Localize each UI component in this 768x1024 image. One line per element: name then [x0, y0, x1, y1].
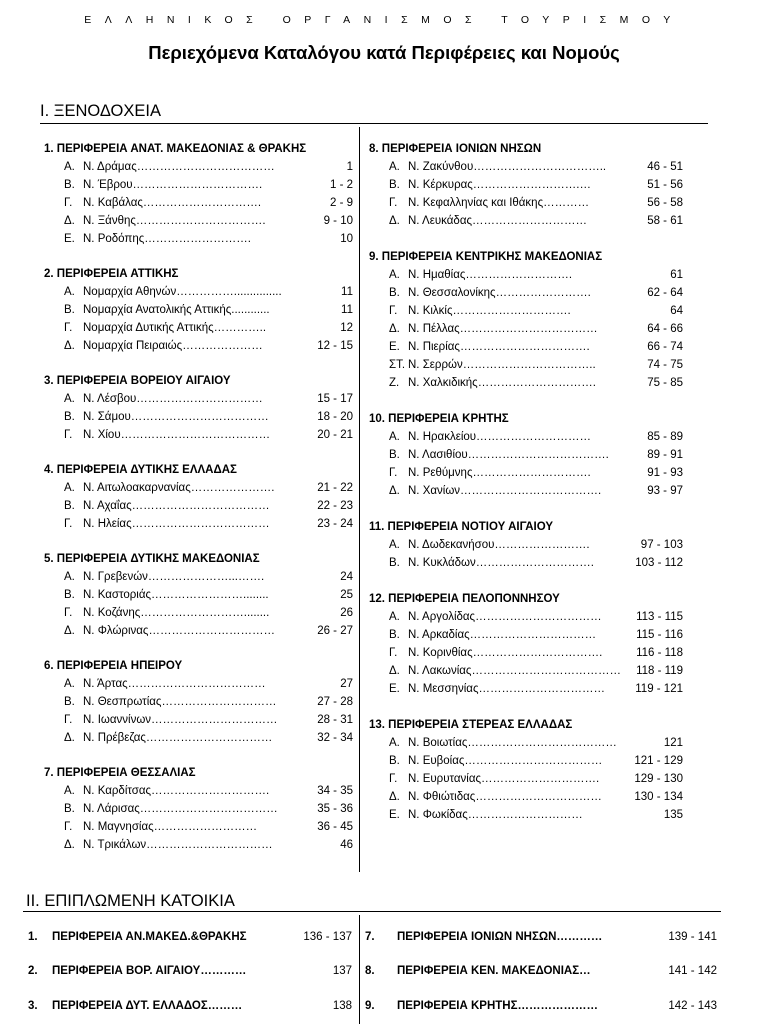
- prefecture-name: Νομαρχία Δυτικής Αττικής…………..: [83, 322, 267, 334]
- row-letter: Β.: [64, 179, 75, 191]
- rooms-region-row: [28, 928, 358, 946]
- rooms-region-row: [365, 997, 720, 1015]
- prefecture-row: [44, 586, 374, 604]
- rooms-region-row: [28, 962, 358, 980]
- prefecture-name: Ν. Βοιωτίας…………………………………: [408, 737, 617, 749]
- prefecture-name: Ν. Ευβοίας………………………………: [408, 755, 603, 767]
- prefecture-name: Νομαρχία Πειραιώς…………………: [83, 340, 263, 352]
- page-range: 18 - 20: [317, 411, 353, 423]
- page-range: 136 - 137: [303, 931, 352, 943]
- prefecture-row: [369, 626, 699, 644]
- page-range: 27 - 28: [317, 696, 353, 708]
- page-range: 116 - 118: [636, 647, 683, 659]
- page-range: 74 - 75: [647, 359, 683, 371]
- row-letter: Γ.: [64, 821, 73, 833]
- row-letter: Α.: [64, 286, 75, 298]
- prefecture-row: [44, 230, 374, 248]
- region-title: 7. ΠΕΡΙΦΕΡΕΙΑ ΘΕΣΣΑΛΙΑΣ: [44, 767, 196, 779]
- page-range: 23 - 24: [317, 518, 353, 530]
- prefecture-row: [44, 604, 374, 622]
- region-title: 13. ΠΕΡΙΦΕΡΕΙΑ ΣΤΕΡΕΑΣ ΕΛΛΑΔΑΣ: [369, 719, 573, 731]
- prefecture-row: [44, 194, 374, 212]
- prefecture-row: [44, 426, 374, 444]
- row-letter: Ε.: [389, 683, 400, 695]
- prefecture-row: [369, 212, 699, 230]
- row-letter: Δ.: [389, 215, 400, 227]
- prefecture-name: Ν. Λέσβου……………………………: [83, 393, 263, 405]
- prefecture-name: Ν. Ευρυτανίας………………………….: [408, 773, 600, 785]
- prefecture-row: [44, 337, 374, 355]
- prefecture-name: Ν. Κορινθίας…………………………….: [408, 647, 603, 659]
- prefecture-name: Ν. Κυκλάδων………………………….: [408, 557, 594, 569]
- prefecture-name: Ν. Ηρακλείου…………………………: [408, 431, 592, 443]
- prefecture-row: [369, 266, 699, 284]
- row-letter: Γ.: [64, 607, 73, 619]
- region-block: [44, 657, 374, 747]
- prefecture-row: [369, 608, 699, 626]
- page-range: 20 - 21: [317, 429, 353, 441]
- region-block: [44, 550, 374, 640]
- region-block: [369, 410, 699, 500]
- page-range: 46 - 51: [647, 161, 683, 173]
- prefecture-name: Ν. Αιτωλοακαρνανίας………………….: [83, 482, 275, 494]
- page-range: 27: [340, 678, 353, 690]
- prefecture-row: [44, 622, 374, 640]
- row-letter: Β.: [389, 629, 400, 641]
- page-range: 62 - 64: [647, 287, 683, 299]
- region-block: [369, 140, 699, 230]
- page-range: 66 - 74: [647, 341, 683, 353]
- region-title: 10. ΠΕΡΙΦΕΡΕΙΑ ΚΡΗΤΗΣ: [369, 413, 509, 425]
- prefecture-name: Ν. Γρεβενών…………………...…….: [83, 571, 265, 583]
- row-letter: Α.: [389, 611, 400, 623]
- prefecture-name: Ν. Αργολίδας……………………………: [408, 611, 602, 623]
- page-range: 139 - 141: [668, 931, 717, 943]
- prefecture-name: Ν. Καρδίτσας………………………….: [83, 785, 270, 797]
- row-letter: Δ.: [64, 839, 75, 851]
- page-range: 10: [340, 233, 353, 245]
- section-rooms-title: ΙΙ. ΕΠΙΠΛΩΜΕΝΗ ΚΑΤΟΙΚΙΑ: [26, 892, 235, 910]
- page-range: 121 - 129: [634, 755, 683, 767]
- prefecture-row: [44, 729, 374, 747]
- prefecture-name: Ν. Θεσσαλονίκης…………………….: [408, 287, 591, 299]
- prefecture-name: Ν. Ρεθύμνης………………………….: [408, 467, 591, 479]
- region-name: ΠΕΡΙΦΕΡΕΙΑ ΑΝ.ΜΑΚΕΔ.&ΘΡΑΚΗΣ: [52, 931, 247, 943]
- page-range: 32 - 34: [317, 732, 353, 744]
- prefecture-row: [44, 711, 374, 729]
- row-letter: Α.: [389, 431, 400, 443]
- prefecture-row: [369, 176, 699, 194]
- row-letter: Γ.: [64, 518, 73, 530]
- prefecture-row: [369, 644, 699, 662]
- region-name: ΠΕΡΙΦΕΡΕΙΑ ΒΟΡ. ΑΙΓΑΙΟΥ…………: [52, 965, 247, 977]
- prefecture-row: [369, 194, 699, 212]
- page-range: 28 - 31: [317, 714, 353, 726]
- region-title: 3. ΠΕΡΙΦΕΡΕΙΑ ΒΟΡΕΙΟΥ ΑΙΓΑΙΟΥ: [44, 375, 231, 387]
- prefecture-row: [369, 554, 699, 572]
- rooms-region-row: [365, 928, 720, 946]
- prefecture-row: [44, 568, 374, 586]
- prefecture-row: [369, 788, 699, 806]
- prefecture-row: [44, 693, 374, 711]
- prefecture-name: Ν. Πέλλας………………………………: [408, 323, 598, 335]
- page-range: 1 - 2: [329, 179, 353, 191]
- page-range: 56 - 58: [647, 197, 683, 209]
- row-number: 8.: [365, 965, 375, 977]
- row-letter: Γ.: [389, 467, 398, 479]
- region-block: [44, 265, 374, 355]
- row-letter: Ε.: [64, 233, 75, 245]
- row-letter: Β.: [64, 803, 75, 815]
- row-letter: Γ.: [389, 773, 398, 785]
- region-name: ΠΕΡΙΦΕΡΕΙΑ ΚΡΗΤΗΣ…………………: [397, 1000, 598, 1012]
- prefecture-row: [369, 482, 699, 500]
- page-range: 142 - 143: [668, 1000, 717, 1012]
- page-range: 21 - 22: [317, 482, 353, 494]
- row-letter: Γ.: [64, 714, 73, 726]
- row-letter: Γ.: [64, 429, 73, 441]
- rooms-region-row: [28, 997, 358, 1015]
- region-block: [369, 590, 699, 698]
- page-range: 118 - 119: [636, 665, 683, 677]
- page-range: 35 - 36: [317, 803, 353, 815]
- page-range: 91 - 93: [647, 467, 683, 479]
- prefecture-row: [44, 479, 374, 497]
- row-letter: Β.: [64, 696, 75, 708]
- prefecture-name: Ν. Αχαΐας………………………………: [83, 500, 270, 512]
- prefecture-name: Ν. Λακωνίας…………………………………: [408, 665, 621, 677]
- prefecture-row: [369, 158, 699, 176]
- region-title: 6. ΠΕΡΙΦΕΡΕΙΑ ΗΠΕΙΡΟΥ: [44, 660, 183, 672]
- prefecture-row: [369, 536, 699, 554]
- prefecture-name: Ν. Ροδόπης……………………….: [83, 233, 251, 245]
- page-range: 89 - 91: [647, 449, 683, 461]
- page-range: 36 - 45: [317, 821, 353, 833]
- page-range: 12 - 15: [317, 340, 353, 352]
- page-range: 85 - 89: [647, 431, 683, 443]
- row-letter: Β.: [389, 755, 400, 767]
- prefecture-row: [44, 176, 374, 194]
- page-range: 75 - 85: [647, 377, 683, 389]
- prefecture-name: Ν. Φλώρινας……………………………: [83, 625, 275, 637]
- page-range: 25: [340, 589, 353, 601]
- prefecture-row: [369, 662, 699, 680]
- region-title: 2. ΠΕΡΙΦΕΡΕΙΑ ΑΤΤΙΚΗΣ: [44, 268, 179, 280]
- prefecture-name: Ν. Καστοριάς……………………........: [83, 589, 269, 601]
- page-range: 121: [663, 737, 683, 749]
- prefecture-row: [369, 302, 699, 320]
- page-range: 115 - 116: [636, 629, 683, 641]
- prefecture-name: Ν. Ζακύνθου……………………………..: [408, 161, 607, 173]
- prefecture-row: [369, 680, 699, 698]
- row-number: 3.: [28, 1000, 38, 1012]
- prefecture-name: Ν. Κοζάνης………………………........: [83, 607, 270, 619]
- region-name: ΠΕΡΙΦΕΡΕΙΑ ΔΥΤ. ΕΛΛΑΔΟΣ………: [52, 1000, 243, 1012]
- region-name: ΠΕΡΙΦΕΡΕΙΑ ΙΟΝΙΩΝ ΝΗΣΩΝ…………: [397, 931, 603, 943]
- region-block: [369, 248, 699, 392]
- region-title: 11. ΠΕΡΙΦΕΡΕΙΑ ΝΟΤΙΟΥ ΑΙΓΑΙΟΥ: [369, 521, 554, 533]
- prefecture-name: Ν. Ξάνθης…………………………….: [83, 215, 266, 227]
- row-letter: Ε.: [389, 809, 400, 821]
- prefecture-name: Ν. Κεφαλληνίας και Ιθάκης…………: [408, 197, 590, 209]
- row-letter: Γ.: [64, 197, 73, 209]
- page-range: 64 - 66: [647, 323, 683, 335]
- prefecture-row: [369, 770, 699, 788]
- row-number: 7.: [365, 931, 375, 943]
- prefecture-row: [369, 284, 699, 302]
- prefecture-name: Ν. Θεσπρωτίας…………………………: [83, 696, 277, 708]
- page-range: 24: [340, 571, 353, 583]
- prefecture-row: [369, 446, 699, 464]
- page-range: 12: [340, 322, 353, 334]
- region-title: 4. ΠΕΡΙΦΕΡΕΙΑ ΔΥΤΙΚΗΣ ΕΛΛΑΔΑΣ: [44, 464, 237, 476]
- row-letter: Δ.: [64, 625, 75, 637]
- prefecture-name: Ν. Τρικάλων……………………………: [83, 839, 273, 851]
- prefecture-row: [44, 301, 374, 319]
- row-letter: Α.: [389, 269, 400, 281]
- page-range: 9 - 10: [323, 215, 353, 227]
- section-rooms-rule: [23, 911, 721, 912]
- prefecture-name: Ν. Σάμου………………………………: [83, 411, 269, 423]
- prefecture-row: [44, 319, 374, 337]
- page-range: 58 - 61: [647, 215, 683, 227]
- prefecture-row: [369, 320, 699, 338]
- prefecture-name: Ν. Λευκάδας…………………………: [408, 215, 588, 227]
- row-letter: Α.: [64, 482, 75, 494]
- page-range: 135: [663, 809, 683, 821]
- region-title: 5. ΠΕΡΙΦΕΡΕΙΑ ΔΥΤΙΚΗΣ ΜΑΚΕΔΟΝΙΑΣ: [44, 553, 260, 565]
- page-range: 64: [670, 305, 683, 317]
- page-range: 141 - 142: [668, 965, 717, 977]
- region-block: [44, 764, 374, 854]
- row-number: 2.: [28, 965, 38, 977]
- row-letter: Α.: [64, 571, 75, 583]
- prefecture-name: Ν. Μεσσηνίας……………………………: [408, 683, 605, 695]
- prefecture-row: [369, 428, 699, 446]
- prefecture-row: [44, 800, 374, 818]
- prefecture-row: [369, 356, 699, 374]
- prefecture-name: Ν. Ημαθίας……………………….: [408, 269, 573, 281]
- page-range: 26: [340, 607, 353, 619]
- page-range: 26 - 27: [317, 625, 353, 637]
- prefecture-row: [369, 464, 699, 482]
- prefecture-name: Ν. Καβάλας………………………….: [83, 197, 262, 209]
- row-letter: Α.: [64, 161, 75, 173]
- page-range: 97 - 103: [640, 539, 683, 551]
- prefecture-row: [44, 836, 374, 854]
- prefecture-name: Ν. Κιλκίς………………………….: [408, 305, 571, 317]
- row-letter: Β.: [64, 411, 75, 423]
- rooms-region-row: [365, 962, 720, 980]
- prefecture-row: [369, 338, 699, 356]
- page-range: 22 - 23: [317, 500, 353, 512]
- page-range: 137: [332, 965, 352, 977]
- column-divider-lower: [359, 915, 360, 1024]
- row-letter: Δ.: [64, 340, 75, 352]
- prefecture-row: [369, 752, 699, 770]
- row-letter: Β.: [64, 304, 75, 316]
- prefecture-row: [44, 675, 374, 693]
- row-letter: Δ.: [389, 791, 400, 803]
- prefecture-name: Ν. Μαγνησίας………………………: [83, 821, 258, 833]
- row-number: 1.: [28, 931, 38, 943]
- row-letter: ΣΤ.: [389, 359, 406, 371]
- row-letter: Δ.: [389, 323, 400, 335]
- row-letter: Δ.: [64, 732, 75, 744]
- hotels-right-column: [369, 140, 699, 842]
- row-letter: Α.: [64, 785, 75, 797]
- row-letter: Γ.: [389, 305, 398, 317]
- prefecture-name: Ν. Αρκαδίας……………………………: [408, 629, 597, 641]
- prefecture-row: [44, 515, 374, 533]
- row-number: 9.: [365, 1000, 375, 1012]
- row-letter: Α.: [389, 737, 400, 749]
- row-letter: Α.: [389, 161, 400, 173]
- prefecture-name: Ν. Δράμας………………………………: [83, 161, 275, 173]
- row-letter: Β.: [389, 179, 400, 191]
- region-block: [369, 716, 699, 824]
- page-range: 51 - 56: [647, 179, 683, 191]
- prefecture-row: [369, 734, 699, 752]
- prefecture-row: [44, 158, 374, 176]
- row-letter: Ε.: [389, 341, 400, 353]
- region-title: 1. ΠΕΡΙΦΕΡΕΙΑ ΑΝΑΤ. ΜΑΚΕΔΟΝΙΑΣ & ΘΡΑΚΗΣ: [44, 143, 307, 155]
- prefecture-name: Ν. Λασιθίου……………………………….: [408, 449, 609, 461]
- region-block: [369, 518, 699, 572]
- prefecture-row: [44, 818, 374, 836]
- prefecture-row: [369, 806, 699, 824]
- page-range: 130 - 134: [634, 791, 683, 803]
- page-range: 2 - 9: [329, 197, 353, 209]
- row-letter: Α.: [64, 393, 75, 405]
- prefecture-name: Ν. Λάρισας………………………………: [83, 803, 278, 815]
- page-range: 1: [346, 161, 353, 173]
- row-letter: Γ.: [389, 197, 398, 209]
- prefecture-row: [44, 283, 374, 301]
- prefecture-row: [369, 374, 699, 392]
- prefecture-name: Ν. Ιωαννίνων……………………………: [83, 714, 278, 726]
- row-letter: Ζ.: [389, 377, 400, 389]
- row-letter: Β.: [389, 557, 400, 569]
- page-range: 129 - 130: [634, 773, 683, 785]
- row-letter: Α.: [389, 539, 400, 551]
- prefecture-name: Ν. Σερρών……………………………..: [408, 359, 596, 371]
- prefecture-name: Ν. Ηλείας………………………………: [83, 518, 270, 530]
- region-block: [44, 372, 374, 444]
- page-range: 11: [341, 304, 353, 316]
- prefecture-name: Ν. Πρέβεζας……………………………: [83, 732, 273, 744]
- prefecture-row: [44, 782, 374, 800]
- prefecture-name: Νομαρχία Ανατολικής Αττικής............: [83, 304, 270, 316]
- prefecture-name: Ν. Χίου…………………………………: [83, 429, 271, 441]
- prefecture-name: Ν. Άρτας………………………………: [83, 678, 266, 690]
- row-letter: Α.: [64, 678, 75, 690]
- region-title: 8. ΠΕΡΙΦΕΡΕΙΑ ΙΟΝΙΩΝ ΝΗΣΩΝ: [369, 143, 542, 155]
- page-range: 119 - 121: [635, 683, 683, 695]
- page-range: 138: [332, 1000, 352, 1012]
- prefecture-name: Ν. Χανίων……………………………….: [408, 485, 602, 497]
- region-title: 12. ΠΕΡΙΦΕΡΕΙΑ ΠΕΛΟΠΟΝΝΗΣΟΥ: [369, 593, 560, 605]
- page-range: 103 - 112: [635, 557, 683, 569]
- page-range: 11: [341, 286, 353, 298]
- row-letter: Δ.: [389, 665, 400, 677]
- page-range: 113 - 115: [636, 611, 683, 623]
- row-letter: Γ.: [64, 322, 73, 334]
- row-letter: Γ.: [389, 647, 398, 659]
- region-block: [44, 140, 374, 248]
- prefecture-name: Ν. Πιερίας…………………………….: [408, 341, 590, 353]
- hotels-left-column: [44, 140, 374, 871]
- prefecture-name: Νομαρχία Αθηνών……………...............: [83, 286, 282, 298]
- region-title: 9. ΠΕΡΙΦΕΡΕΙΑ ΚΕΝΤΡΙΚΗΣ ΜΑΚΕΔΟΝΙΑΣ: [369, 251, 603, 263]
- row-letter: Β.: [64, 589, 75, 601]
- region-block: [44, 461, 374, 533]
- row-letter: Δ.: [64, 215, 75, 227]
- row-letter: Β.: [389, 449, 400, 461]
- prefecture-row: [44, 212, 374, 230]
- prefecture-row: [44, 390, 374, 408]
- prefecture-name: Ν. Κέρκυρας……………………….…: [408, 179, 592, 191]
- prefecture-name: Ν. Φωκίδας…………………………: [408, 809, 583, 821]
- page-title: Περιεχόμενα Καταλόγου κατά Περιφέρειες και Νομούς: [148, 42, 620, 63]
- row-letter: Δ.: [389, 485, 400, 497]
- prefecture-name: Ν. Φθιώτιδας……………………………: [408, 791, 602, 803]
- prefecture-row: [44, 408, 374, 426]
- page-range: 34 - 35: [317, 785, 353, 797]
- row-letter: Β.: [389, 287, 400, 299]
- prefecture-name: Ν. Δωδεκανήσου…………………….: [408, 539, 590, 551]
- prefecture-name: Ν. Χαλκιδικής………………………….: [408, 377, 596, 389]
- page-range: 46: [340, 839, 353, 851]
- organization-name: ΕΛΛΗΝΙΚΟΣ ΟΡΓΑΝΙΣΜΟΣ ΤΟΥΡΙΣΜΟΥ: [84, 14, 684, 26]
- row-letter: Β.: [64, 500, 75, 512]
- section-hotels-rule: [40, 123, 708, 124]
- prefecture-row: [44, 497, 374, 515]
- region-name: ΠΕΡΙΦΕΡΕΙΑ ΚΕΝ. ΜΑΚΕΔΟΝΙΑΣ…: [397, 965, 591, 977]
- prefecture-name: Ν. Έβρου…………………………….: [83, 179, 263, 191]
- section-hotels-title: Ι. ΞΕΝΟΔΟΧΕΙΑ: [40, 102, 161, 120]
- page-range: 15 - 17: [317, 393, 353, 405]
- page-range: 93 - 97: [647, 485, 683, 497]
- page-range: 61: [670, 269, 683, 281]
